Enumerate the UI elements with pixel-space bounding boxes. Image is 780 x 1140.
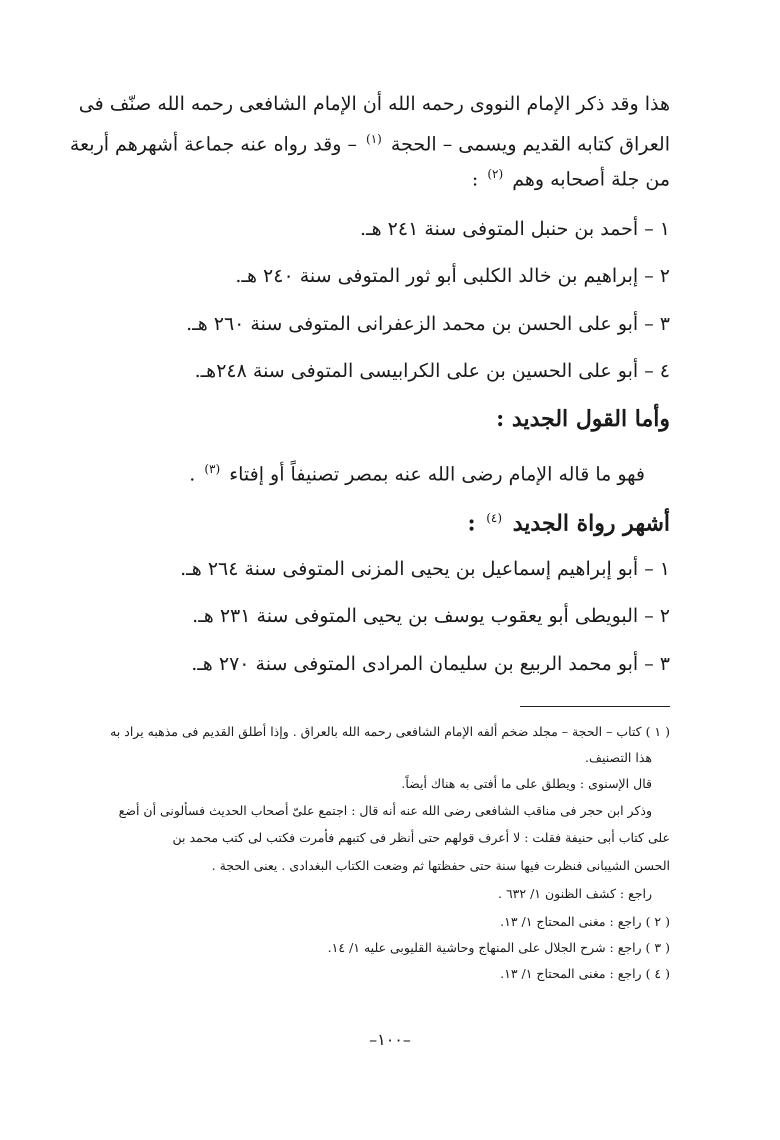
page-number: –١٠٠– bbox=[369, 1030, 411, 1049]
new-narrator-item: ٣ – أبو محمد الربيع بن سليمان المرادى المتوفى سنة ٢٧٠ هـ. bbox=[191, 653, 670, 675]
new-narrators-heading bbox=[467, 503, 670, 538]
new-doctrine-heading: وأما القول الجديد : bbox=[496, 406, 670, 432]
intro-line-3 bbox=[472, 160, 670, 193]
footnote-line: الحسن الشيبانى فنظرت فيها سنة حتى حفظتها ثم وضعت الكتاب البغدادى . يعنى الحجة . bbox=[211, 858, 670, 873]
intro-line-2 bbox=[70, 125, 670, 158]
old-narrator-item: ٣ – أبو على الحسن بن محمد الزعفرانى المتوفى سنة ٢٦٠ هـ. bbox=[186, 313, 670, 335]
old-narrator-item: ١ – أحمد بن حنبل المتوفى سنة ٢٤١ هـ. bbox=[360, 218, 670, 240]
footnote-ref-4: (٤) bbox=[486, 511, 503, 525]
intro-line-3-colon: : bbox=[471, 168, 479, 191]
new-narrators-heading-text: أشهر رواة الجديد bbox=[512, 510, 670, 537]
old-narrator-item: ٢ – إبراهيم بن خالد الكلبى أبو ثور المتوفى سنة ٢٤٠ هـ. bbox=[235, 265, 670, 287]
footnote-line: ( ٢ ) راجع : مغنى المحتاج ١/ ١٣. bbox=[500, 914, 670, 929]
intro-line-3-text: من جلة أصحابه وهم bbox=[512, 168, 670, 191]
footnote-line: ( ٣ ) راجع : شرح الجلال على المنهاج وحاشية القليوبى عليه ١/ ١٤. bbox=[327, 940, 670, 955]
intro-line-1: هذا وقد ذكر الإمام النووى رحمه الله أن الإمام الشافعى رحمه الله صنّف فى bbox=[78, 93, 670, 115]
footnote-ref-2: (٢) bbox=[487, 167, 504, 181]
new-narrator-item: ١ – أبو إبراهيم إسماعيل بن يحيى المزنى المتوفى سنة ٢٦٤ هـ. bbox=[180, 558, 670, 580]
new-doctrine-end: . bbox=[189, 463, 196, 486]
new-doctrine-description bbox=[189, 455, 645, 488]
footnote-ref-3: (٣) bbox=[204, 462, 221, 476]
old-narrator-item: ٤ – أبو على الحسين بن على الكرابيسى المتوفى سنة ٢٤٨هـ. bbox=[194, 360, 670, 382]
new-narrator-item: ٢ – البويطى أبو يعقوب يوسف بن يحيى المتوفى سنة ٢٣١ هـ. bbox=[192, 605, 670, 627]
footnote-line: وذكر ابن حجر فى مناقب الشافعى رضى الله عنه أنه قال : اجتمع علىّ أصحاب الحديث فسألونى أن أضع bbox=[118, 803, 652, 818]
new-doctrine-text: فهو ما قاله الإمام رضى الله عنه بمصر تصنيفاً أو إفتاء bbox=[229, 463, 645, 486]
footnote-line: ( ٤ ) راجع : مغنى المحتاج ١/ ١٣. bbox=[500, 966, 670, 981]
footnote-line: قال الإسنوى : ويطلق على ما أفتى به هناك أيضاً. bbox=[401, 776, 652, 791]
footnote-separator bbox=[520, 706, 670, 707]
footnote-line: راجع : كشف الظنون ١/ ٦٣٢ . bbox=[498, 886, 652, 901]
intro-line-2-text-b: – وقد رواه عنه جماعة أشهرهم أربعة bbox=[69, 133, 357, 156]
footnote-line: على كتاب أبى حنيفة فقلت : لا أعرف قولهم حتى أنظر فى كتبهم فأمرت فكتب لى كتب محمد بن bbox=[172, 830, 670, 845]
intro-line-2-text-a: العراق كتابه القديم ويسمى – الحجة bbox=[390, 133, 670, 156]
footnote-line: هذا التصنيف. bbox=[585, 750, 652, 765]
footnote-ref-1: (١) bbox=[366, 132, 382, 146]
footnote-line: ( ١ ) كتاب – الحجة – مجلد ضخم ألفه الإمام الشافعى رحمه الله بالعراق . وإذا أطلق القديم فى مذهبه يراد به bbox=[110, 724, 670, 739]
new-narrators-heading-colon: : bbox=[467, 510, 476, 537]
